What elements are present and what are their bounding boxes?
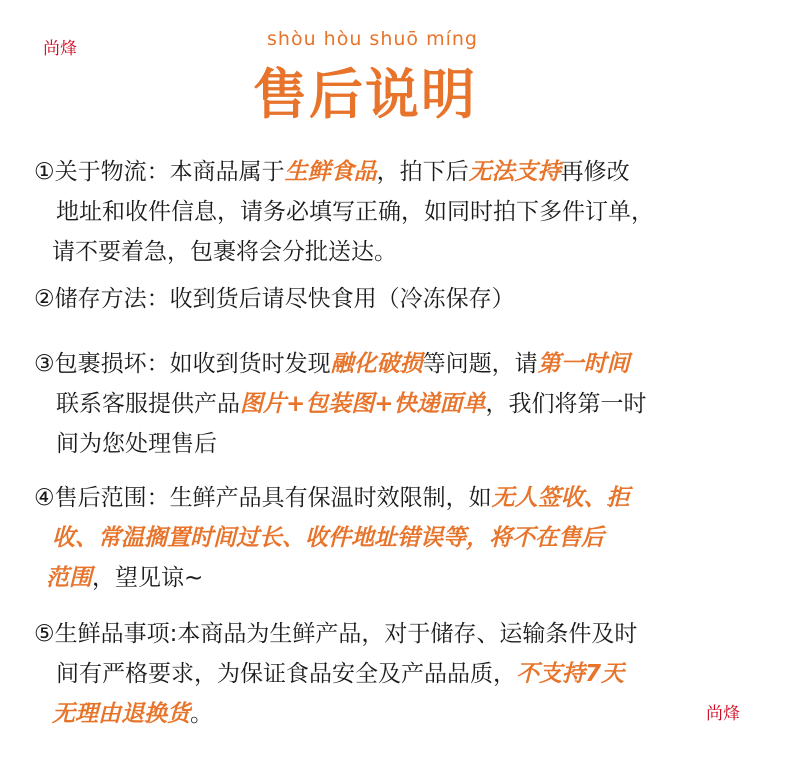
section-line: [52, 232, 397, 272]
section-line: [34, 152, 630, 192]
section-line: [56, 384, 647, 424]
text-run: 地址和收件信息，请务必填写正确，如同时拍下多件订单，: [56, 199, 654, 225]
watermark-top-left: 尚烽: [43, 39, 77, 59]
title-pinyin: shòu hòu shuō míng: [267, 28, 478, 50]
watermark-bottom-right: 尚烽: [706, 704, 740, 724]
text-run: ，我们将第一时: [485, 391, 647, 417]
section-line: [34, 279, 515, 319]
section-line: [56, 424, 217, 464]
highlight-photos: 图片+包装图+快递面单: [240, 391, 486, 417]
section-line: [34, 478, 630, 518]
section-line: [34, 614, 637, 654]
section-line: [56, 654, 624, 694]
section-line: [56, 192, 654, 232]
highlight-melt-damage: 融化破损: [330, 351, 423, 377]
text-run: 联系客服提供产品: [56, 391, 240, 417]
text-run: ，望见谅~: [92, 565, 204, 591]
text-run: 间为您处理售后: [56, 431, 217, 457]
page-title: 售后说明: [253, 63, 477, 126]
highlight-exclusions: 无人签收、拒: [491, 485, 630, 511]
highlight-no-return: 不支持7天: [516, 661, 625, 687]
text-run: ④售后范围：生鲜产品具有保温时效限制，如: [34, 485, 492, 511]
text-run: 等问题，请: [422, 351, 538, 377]
highlight-fresh-food: 生鲜食品: [284, 159, 377, 185]
text-run: ①关于物流：本商品属于: [34, 159, 285, 185]
text-run: 间有严格要求，为保证食品安全及产品品质，: [56, 661, 516, 687]
section-line: [52, 694, 213, 734]
text-run: ⑤生鲜品事项:本商品为生鲜产品，对于储存、运输条件及时: [34, 621, 638, 647]
highlight-no-support: 无法支持: [468, 159, 561, 185]
highlight-exclusions: 收、常温搁置时间过长、收件地址错误等，将不在售后: [52, 525, 604, 551]
highlight-scope: 范围: [46, 565, 92, 591]
text-run: 。: [190, 701, 213, 727]
text-run: ②储存方法：收到货后请尽快食用（冷冻保存）: [34, 286, 515, 312]
text-run: ③包裹损坏：如收到货时发现: [34, 351, 331, 377]
section-line: [52, 518, 604, 558]
section-line: [34, 344, 630, 384]
text-run: ，拍下后: [376, 159, 469, 185]
text-run: 请不要着急，包裹将会分批送达。: [52, 239, 397, 265]
highlight-no-return: 无理由退换货: [52, 701, 190, 727]
section-line: [46, 558, 203, 598]
highlight-first-time: 第一时间: [537, 351, 630, 377]
text-run: 再修改: [560, 159, 630, 185]
